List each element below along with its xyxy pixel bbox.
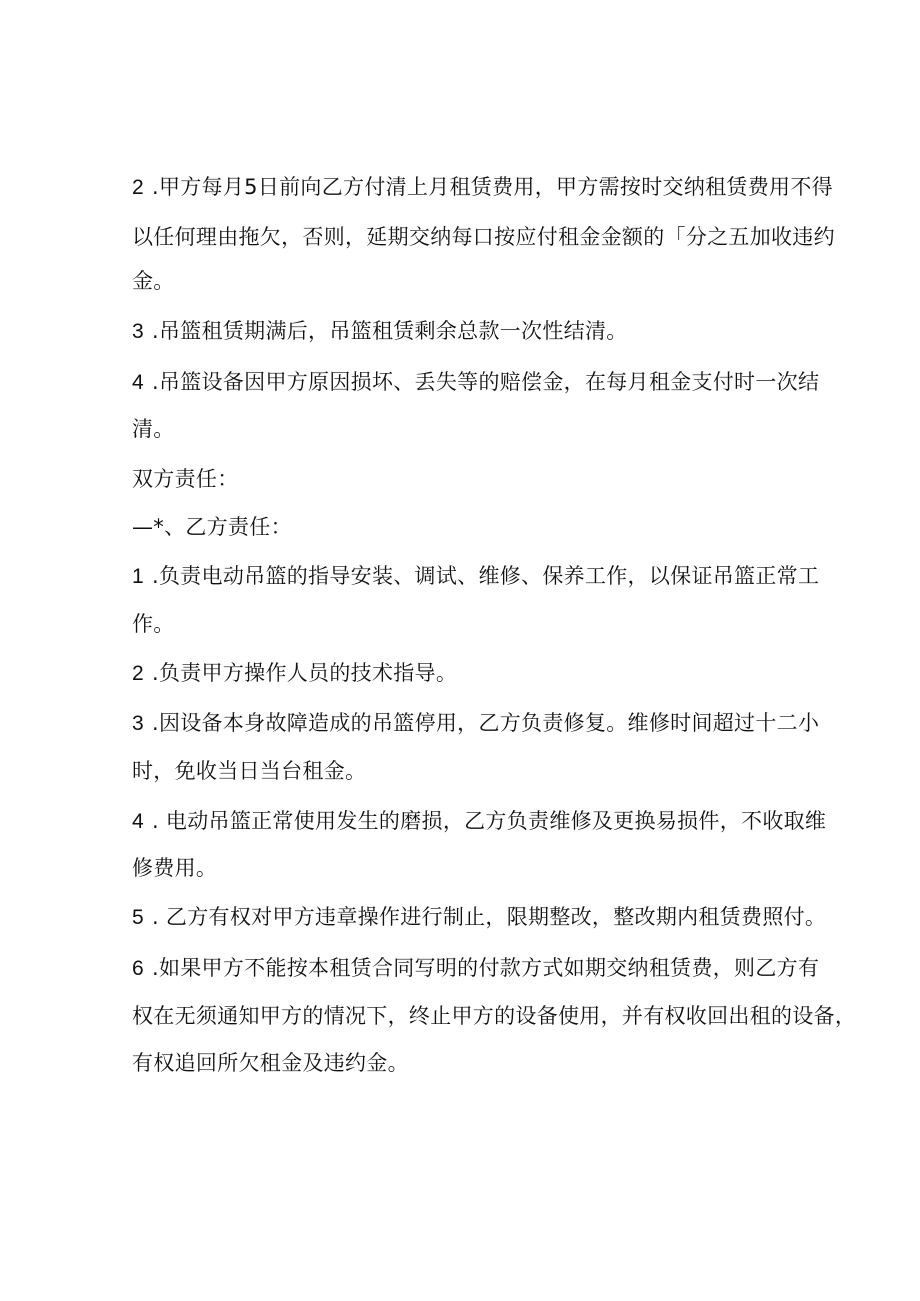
duty-item-5-line-1 (132, 902, 826, 933)
item-number: 3 (132, 320, 144, 343)
item-number: 1 (132, 565, 144, 588)
item-text: .负责甲方操作人员的技术指导。 (151, 661, 458, 685)
item-number: 2 (132, 662, 144, 685)
payment-item-3-line-1 (132, 316, 628, 347)
item-text: .吊篮租赁期满后，吊篮租赁剩余总款一次性结清。 (151, 319, 628, 343)
payment-item-4-line-1 (132, 367, 819, 398)
duty-item-6-line-1 (132, 953, 819, 984)
item-number: 4 (132, 810, 144, 833)
duty-item-4-line-1 (132, 806, 826, 837)
duty-item-4-line-2: 修费用。 (132, 856, 218, 880)
item-number: 4 (132, 371, 144, 394)
item-text: .因设备本身故障造成的吊篮停用，乙方负责修复。维修时间超过十二小 (151, 711, 820, 735)
duty-item-1-line-1 (132, 561, 819, 592)
duty-item-3-line-1 (132, 708, 819, 739)
duty-item-6-line-3: 有权追回所欠租金及违约金。 (132, 1051, 409, 1075)
payment-item-2-line-1 (132, 172, 833, 203)
item-number: 6 (132, 957, 144, 980)
item-number: 2 (132, 176, 144, 199)
section-heading: 双方责任： (132, 467, 239, 491)
item-text: .甲方每月5日前向乙方付清上月租赁费用，甲方需按时交纳租赁费用不得 (151, 175, 833, 199)
subsection-heading: —*、乙方责任： (132, 515, 292, 539)
item-number: 3 (132, 712, 144, 735)
duty-item-6-line-2: 权在无须通知甲方的情况下，终止甲方的设备使用，并有权收回出租的设备， (132, 1004, 857, 1028)
item-text: .负责电动吊篮的指导安装、调试、维修、保养工作，以保证吊篮正常工 (151, 564, 820, 588)
duty-item-3-line-2: 时，免收当日当台租金。 (132, 759, 367, 783)
payment-item-2-line-2: 以任何理由拖欠，否则，延期交纳每口按应付租金金额的「分之五加收违约 (132, 225, 835, 249)
item-text: . 电动吊篮正常使用发生的磨损，乙方负责维修及更换易损件，不收取维 (151, 809, 827, 833)
item-text: .吊篮设备因甲方原因损坏、丢失等的赔偿金，在每月租金支付时一次结 (151, 370, 820, 394)
payment-item-2-line-3: 金。 (132, 269, 175, 293)
duty-item-1-line-2: 作。 (132, 612, 175, 636)
item-text: .如果甲方不能按本租赁合同写明的付款方式如期交纳租赁费，则乙方有 (151, 956, 820, 980)
duty-item-2-line-1 (132, 658, 457, 689)
item-number: 5 (132, 906, 144, 929)
item-text: . 乙方有权对甲方违章操作进行制止，限期整改，整改期内租赁费照付。 (151, 905, 827, 929)
payment-item-4-line-2: 清。 (132, 417, 175, 441)
